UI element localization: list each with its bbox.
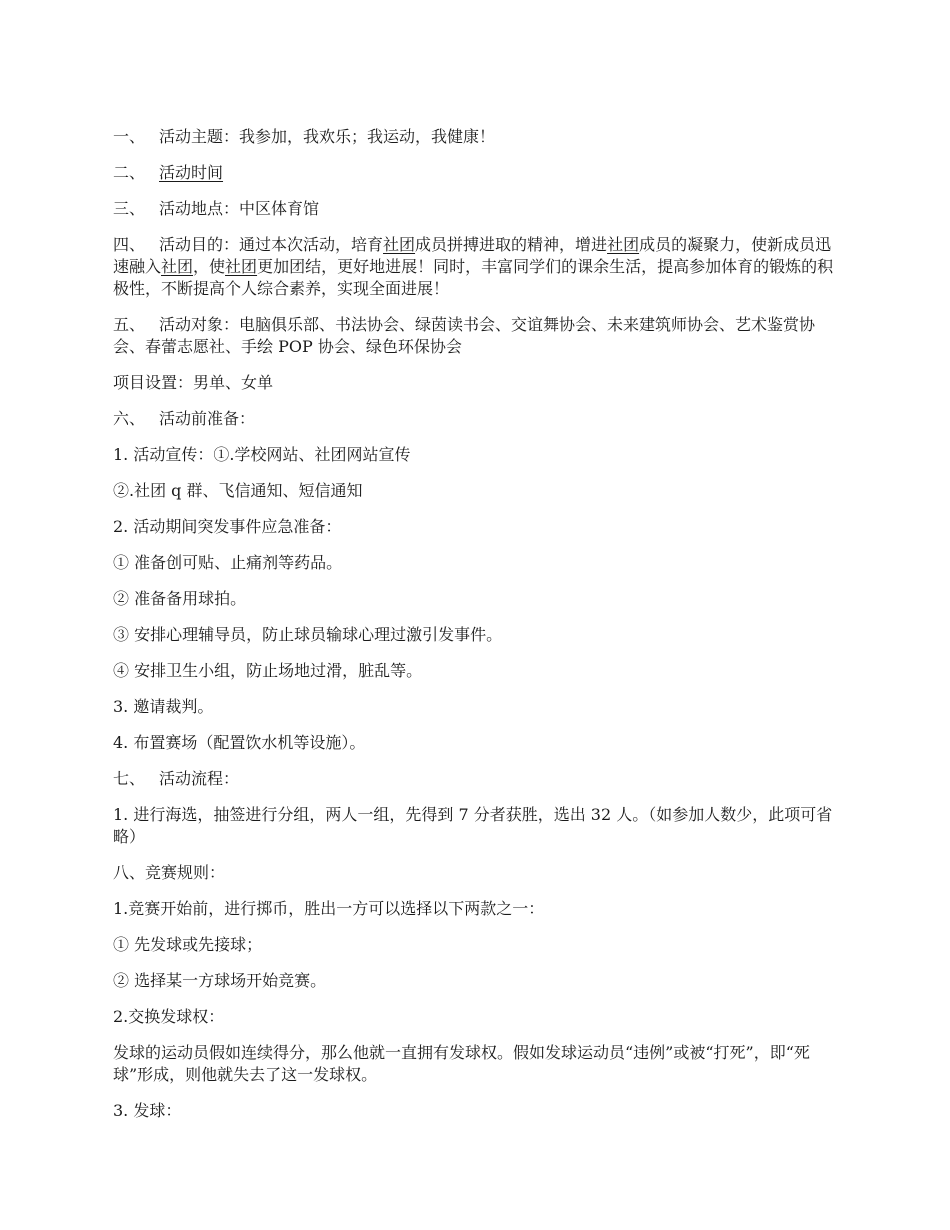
section-theme: [113, 126, 839, 148]
items-setting: 项目设置：男单、女单: [113, 373, 274, 392]
section-preparation: [113, 408, 839, 430]
rule-item: 3. 发球：: [113, 1101, 182, 1120]
prep-item: ②.社团 q 群、飞信通知、短信通知: [113, 481, 363, 500]
prep-subitem: ③ 安排心理辅导员，防止球员输球心理过激引发事件。: [113, 625, 503, 644]
section-number: 三、: [113, 199, 146, 218]
prep-item: 1. 活动宣传：①.学校网站、社团网站宣传: [113, 445, 411, 464]
section-purpose: [113, 234, 839, 300]
club-link[interactable]: 社团: [383, 235, 416, 254]
text-run: 成员的凝聚力，使新成员迅速融入: [113, 235, 832, 276]
section-number: 七、: [113, 769, 146, 788]
section-participants: [113, 314, 839, 358]
club-link[interactable]: 社团: [161, 257, 194, 276]
section-number: 二、: [113, 163, 146, 182]
section-number: 四、: [113, 235, 146, 254]
section-text: 活动主题：我参加，我欢乐；我运动，我健康！: [159, 127, 496, 146]
document-page: [113, 126, 839, 1136]
flow-item: 1. 进行海选，抽签进行分组，两人一组，先得到 7 分者获胜，选出 32 人。（如参加人数少，此项可省略）: [113, 805, 833, 846]
section-number: 一、: [113, 127, 146, 146]
rule-item: 1.竞赛开始前，进行掷币，胜出一方可以选择以下两款之一：: [113, 899, 545, 918]
text-run: ，使: [193, 257, 226, 276]
text-run: 活动目的：通过本次活动，培育: [159, 235, 384, 254]
rule-item: 2.交换发球权：: [113, 1007, 225, 1026]
activity-time-link[interactable]: 活动时间: [159, 163, 224, 182]
text-run: 更加团结，更好地进展！同时，丰富同学们的课余生活，提高参加体育的锻炼的积极性，不断提高个人综合素养，实现全面进展！: [113, 257, 834, 298]
prep-item: 2. 活动期间突发事件应急准备：: [113, 517, 342, 536]
section-text: 活动流程：: [159, 769, 240, 788]
section-location: [113, 198, 839, 220]
prep-subitem: ④ 安排卫生小组，防止场地过滑，脏乱等。: [113, 661, 423, 680]
section-number: 六、: [113, 409, 146, 428]
section-flow: [113, 768, 839, 790]
prep-item: 3. 邀请裁判。: [113, 697, 214, 716]
section-rules: 八、竞赛规则：: [113, 863, 226, 882]
rule-subitem: ① 先发球或先接球；: [113, 935, 263, 954]
text-run: 成员拼搏进取的精神，增进: [415, 235, 608, 254]
club-link[interactable]: 社团: [225, 257, 258, 276]
section-time: [113, 162, 839, 184]
prep-subitem: ② 准备备用球拍。: [113, 589, 247, 608]
section-text: 活动前准备：: [159, 409, 256, 428]
section-number: 五、: [113, 315, 146, 334]
prep-subitem: ① 准备创可贴、止痛剂等药品。: [113, 553, 343, 572]
section-text: 活动对象：电脑俱乐部、书法协会、绿茵读书会、交谊舞协会、未来建筑师协会、艺术鉴赏协会、春蕾志愿社、手绘 POP 协会、绿色环保协会: [113, 315, 816, 356]
rule-subitem: ② 选择某一方球场开始竞赛。: [113, 971, 327, 990]
rule-text: 发球的运动员假如连续得分，那么他就一直拥有发球权。假如发球运动员“违例”或被“打死”，即“死球”形成，则他就失去了这一发球权。: [113, 1043, 810, 1084]
section-text: 活动地点：中区体育馆: [159, 199, 320, 218]
club-link[interactable]: 社团: [607, 235, 640, 254]
prep-item: 4. 布置赛场（配置饮水机等设施）。: [113, 733, 366, 752]
